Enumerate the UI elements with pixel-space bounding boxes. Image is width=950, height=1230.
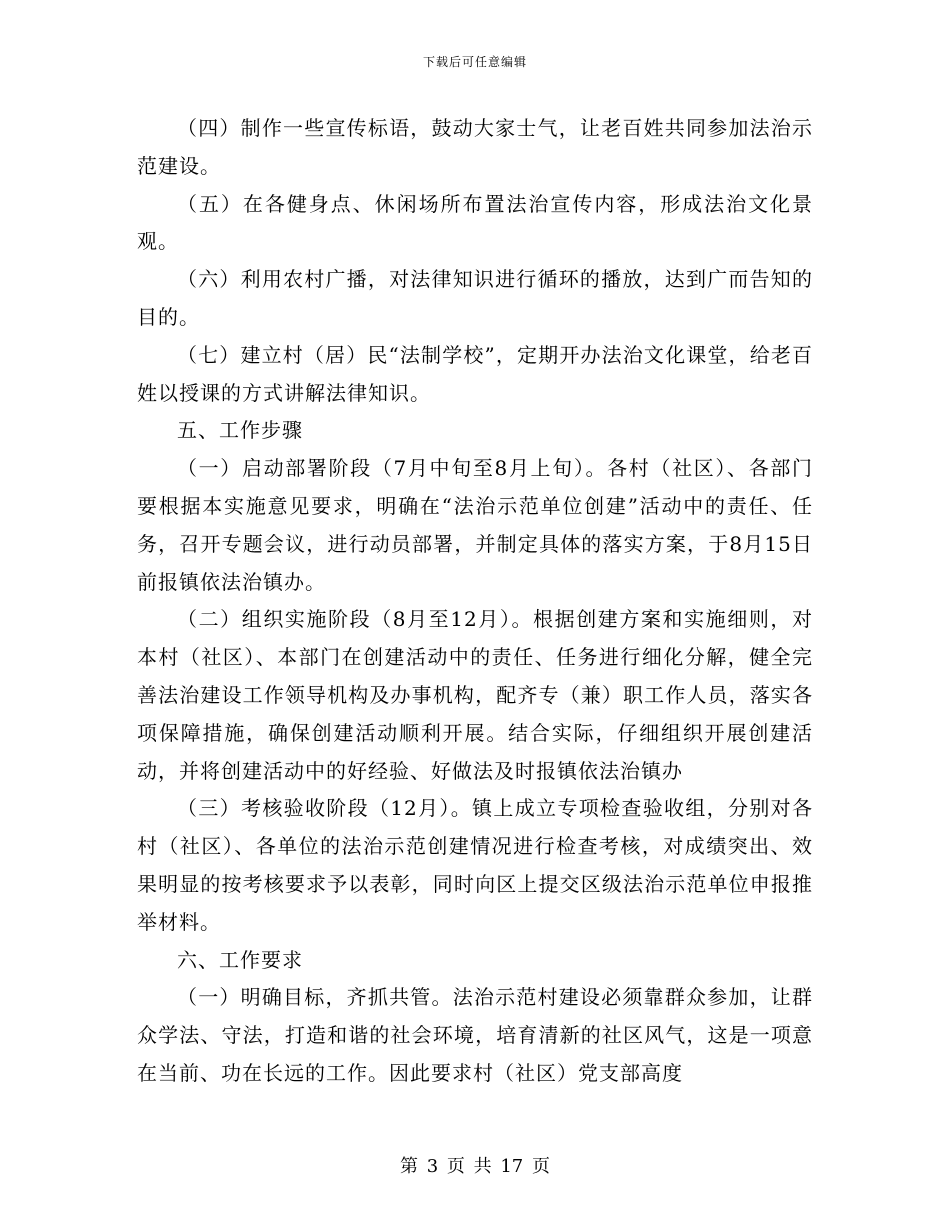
paragraph-item-6: （六）利用农村广播，对法律知识进行循环的播放，达到广而告知的目的。 (137, 267, 813, 329)
paragraph-item-4: （四）制作一些宣传标语，鼓动大家士气，让老百姓共同参加法治示范建设。 (137, 116, 813, 178)
paragraph-requirement-1: （一）明确目标，齐抓共管。法治示范村建设必须靠群众参加，让群众学法、守法，打造和谐的社会环境，培育清新的社区风气，这是一项意在当前、功在长远的工作。因此要求村（社区）党支部高度 (137, 985, 813, 1085)
paragraph-step-3: （三）考核验收阶段（12月）。镇上成立专项检查验收组，分别对各村（社区）、各单位的法治示范创建情况进行检查考核，对成绩突出、效果明显的按考核要求予以表彰，同时向区上提交区级法治示范单位申报推举材料。 (137, 796, 813, 934)
section-heading-work-requirements: 六、工作要求 (177, 947, 303, 972)
section-heading-work-steps: 五、工作步骤 (177, 418, 303, 443)
page-number-footer: 第 3 页 共 17 页 (400, 1156, 550, 1177)
page-header-note: 下载后可任意编辑 (422, 55, 527, 69)
paragraph-item-7: （七）建立村（居）民“法制学校”，定期开办法治文化课堂，给老百姓以授课的方式讲解法律知识。 (137, 342, 813, 405)
paragraph-step-1: （一）启动部署阶段（7月中旬至8月上旬）。各村（社区）、各部门要根据本实施意见要求，明确在“法治示范单位创建”活动中的责任、任务，召开专题会议，进行动员部署，并制定具体的落实方案，于8月15日前报镇依法治镇办。 (137, 456, 813, 594)
document-body (137, 110, 813, 1093)
paragraph-step-2: （二）组织实施阶段（8月至12月）。根据创建方案和实施细则，对本村（社区）、本部门在创建活动中的责任、任务进行细化分解，健全完善法治建设工作领导机构及办事机构，配齐专（兼）职工作人员，落实各项保障措施，确保创建活动顺利开展。结合实际，仔细组织开展创建活动，并将创建活动中的好经验、好做法及时报镇依法治镇办 (137, 607, 813, 783)
paragraph-item-5: （五）在各健身点、休闲场所布置法治宣传内容，形成法治文化景观。 (137, 191, 813, 254)
